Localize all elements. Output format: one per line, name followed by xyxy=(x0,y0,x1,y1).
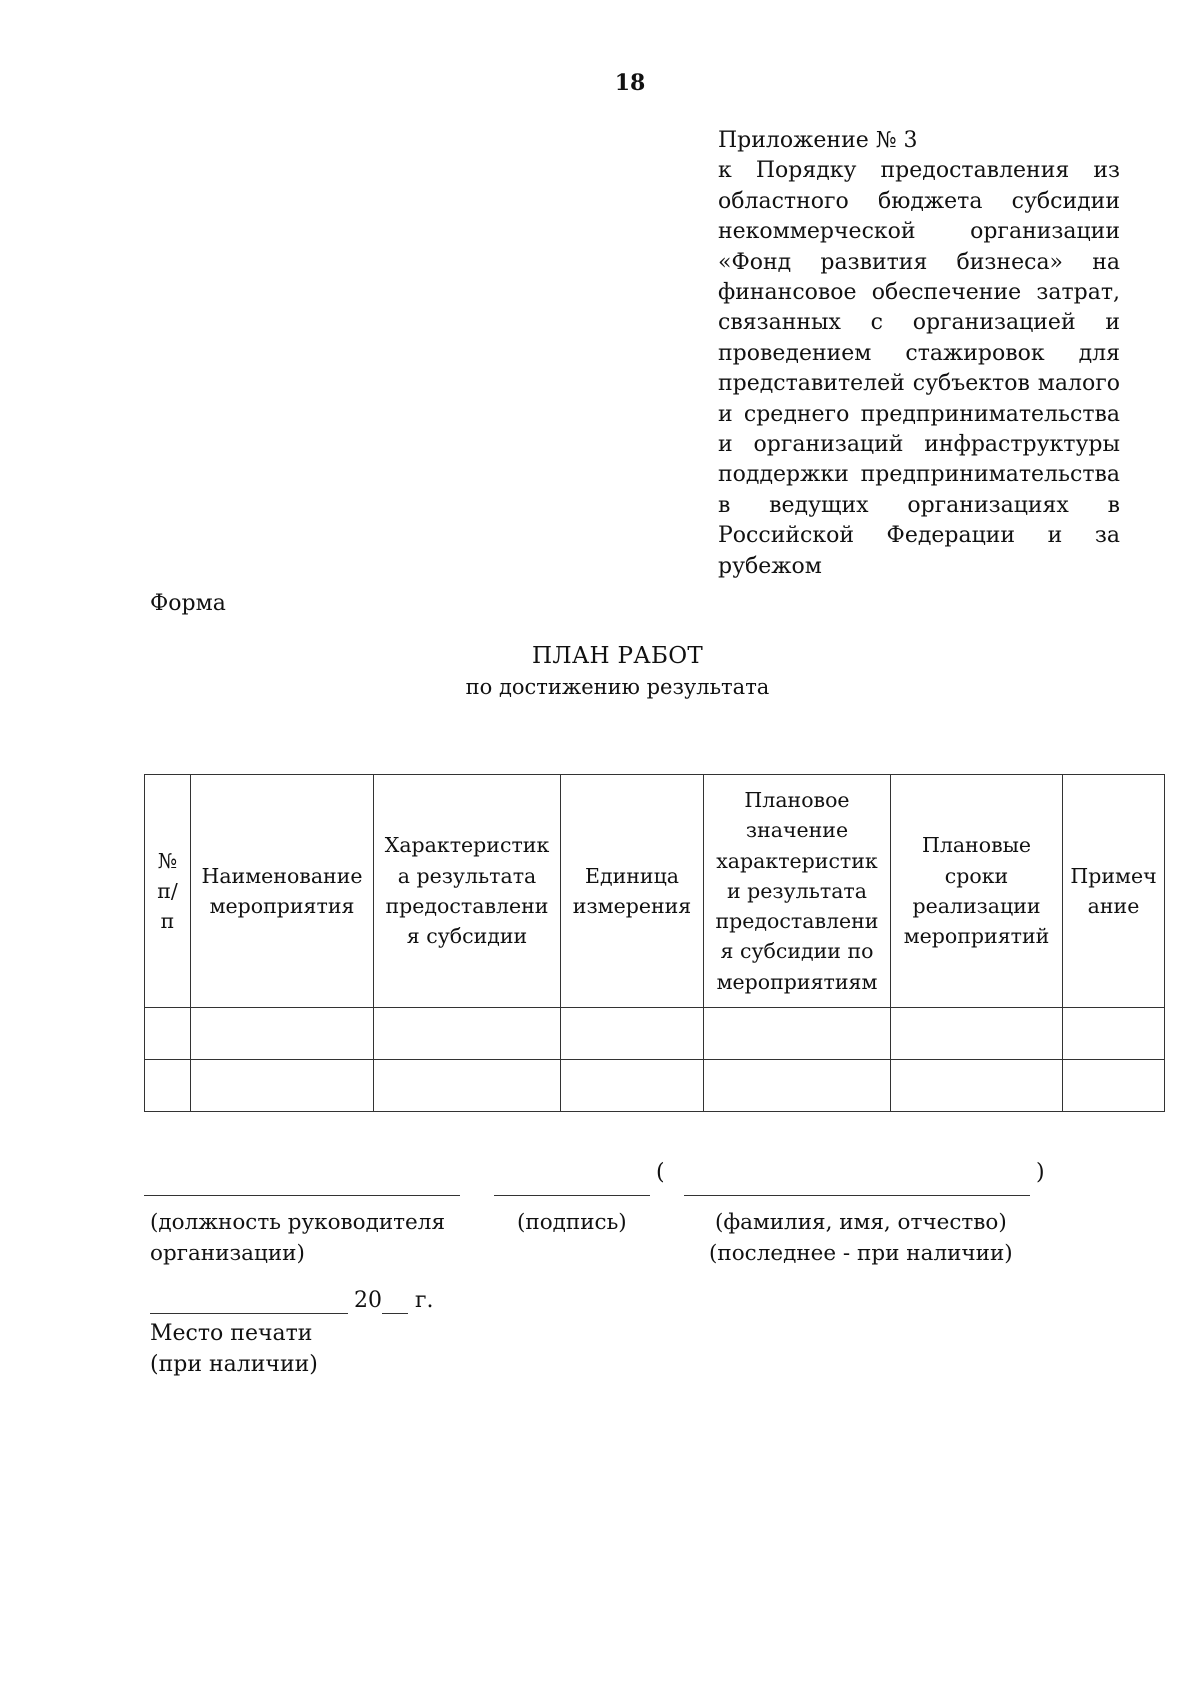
signature-line xyxy=(494,1195,650,1196)
header-unit: Единица измерения xyxy=(561,775,704,1008)
position-signature-line xyxy=(144,1195,460,1196)
date-row xyxy=(150,1288,434,1314)
year-blank xyxy=(382,1288,408,1314)
work-plan-table xyxy=(144,774,1165,1112)
stamp-caption: Место печати (при наличии) xyxy=(150,1321,318,1377)
table-row xyxy=(145,1060,1165,1112)
table-cell xyxy=(704,1008,891,1060)
table-cell xyxy=(891,1008,1063,1060)
close-paren: ) xyxy=(1036,1160,1045,1185)
header-number: № п/ п xyxy=(145,775,191,1008)
table-cell xyxy=(1063,1060,1165,1112)
table-cell xyxy=(191,1060,374,1112)
table-cell xyxy=(561,1008,704,1060)
document-subtitle: по достижению результата xyxy=(465,675,770,699)
header-note: Примеч ание xyxy=(1063,775,1165,1008)
document-title: ПЛАН РАБОТ xyxy=(531,643,704,669)
table-cell xyxy=(891,1060,1063,1112)
signature-caption: (подпись) xyxy=(517,1210,627,1235)
table-cell xyxy=(191,1008,374,1060)
year-prefix: 20 xyxy=(354,1288,382,1313)
name-caption: (фамилия, имя, отчество) (последнее - при наличии) xyxy=(709,1210,1013,1266)
date-blank xyxy=(150,1288,348,1314)
header-result-characteristic: Характеристик а результата предоставлени я субсидии xyxy=(374,775,561,1008)
appendix-title: Приложение № 3 xyxy=(718,128,918,153)
header-planned-dates: Плановые сроки реализации мероприятий xyxy=(891,775,1063,1008)
table-cell xyxy=(374,1008,561,1060)
form-label: Форма xyxy=(150,591,226,616)
table-cell xyxy=(561,1060,704,1112)
year-suffix: г. xyxy=(408,1288,434,1313)
header-event-name: Наименование мероприятия xyxy=(191,775,374,1008)
open-paren: ( xyxy=(656,1160,665,1185)
table-cell xyxy=(704,1060,891,1112)
table-cell xyxy=(145,1008,191,1060)
table-cell xyxy=(1063,1008,1165,1060)
table-cell xyxy=(374,1060,561,1112)
appendix-text: к Порядку предоставления из областного бюджета субсидии некоммерческой организации «Фонд развития бизнеса» на финансовое обеспечение затрат, связанных с организацией и проведением стажировок для представителей субъектов малого и среднего предпринимательства и организаций инфраструктуры поддержки предпринимательства в ведущих организациях в Российской Федерации и за рубежом xyxy=(718,158,1120,579)
header-planned-value: Плановое значение характеристик и результата предоставлени я субсидии по мероприятиям xyxy=(704,775,891,1008)
table-header-row xyxy=(145,775,1165,1008)
table-cell xyxy=(145,1060,191,1112)
table-row xyxy=(145,1008,1165,1060)
position-caption: (должность руководителя организации) xyxy=(150,1210,446,1266)
name-signature-line xyxy=(684,1195,1030,1196)
appendix-block xyxy=(718,126,1120,582)
page-number: 18 xyxy=(614,70,646,96)
